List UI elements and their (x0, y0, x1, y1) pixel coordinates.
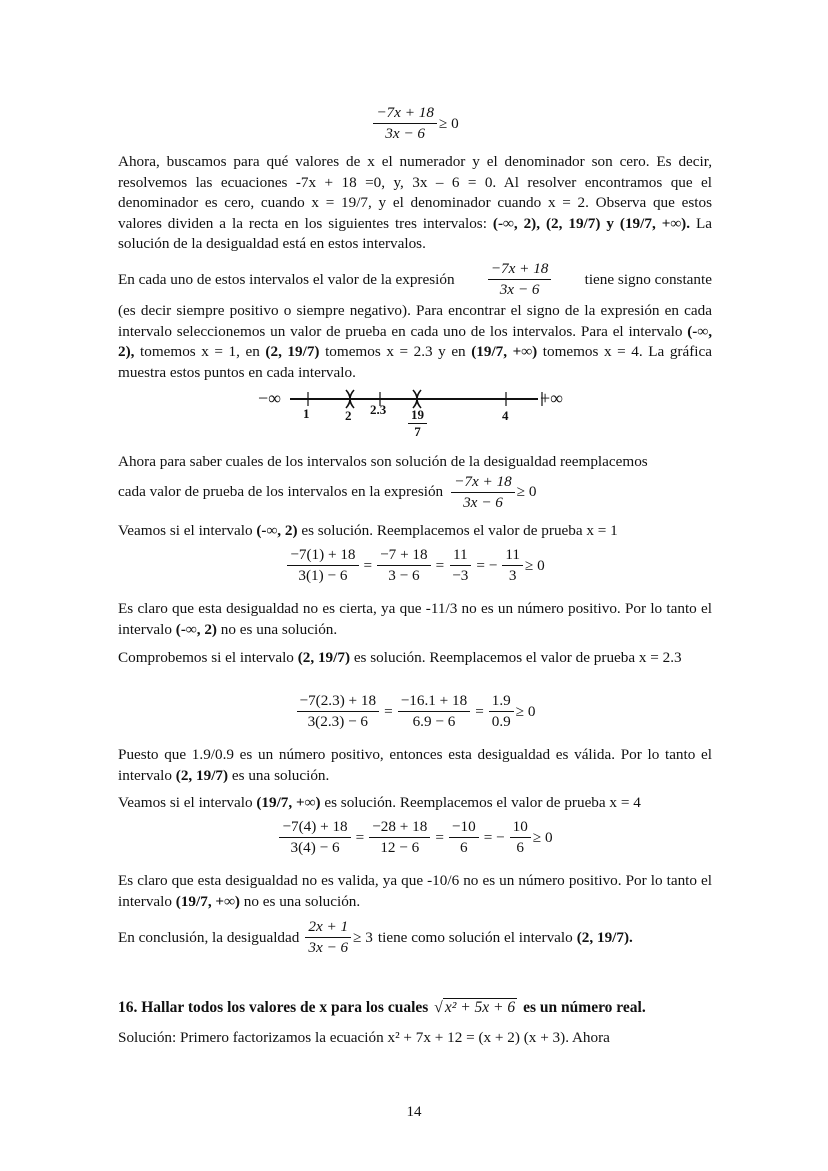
problem-16-solution: Solución: Primero factorizamos la ecuación x² + 7x + 12 = (x + 2) (x + 3). Ahora (118, 1029, 610, 1046)
test1-conclusion: Es claro que esta desigualdad no es cierta, ya que -11/3 no es un número positivo. Por lo tanto el intervalo (-∞, 2) no es una solución. (118, 600, 712, 638)
test2-conclusion: Puesto que 1.9/0.9 es un número positivo, entonces esta desigualdad es válida. Por lo tanto el intervalo (2, 19/7) es una solución. (118, 746, 712, 784)
paragraph-intervals: Ahora, buscamos para qué valores de x el numerador y el denominador son cero. Es decir, resolvemos las ecuaciones -7x + 18 =0, y, 3x – 6 = 0. Al resolver encontramos que el denominador es cero, cuando x = 19/7, y el denominador cuando x = 2. Observa que estos valores dividen a la recta en los siguientes tres intervalos: (-∞, 2), (2, 19/7) y (19/7, +∞). La solución de la desigualdad está en estos intervalos. (118, 153, 712, 252)
number-line-diagram: −∞ +∞ 1 2 2.3 $\frac{19}{7}$ 4 (258, 388, 578, 448)
fraction-19-7: $\frac{19}{7}$ (408, 408, 427, 439)
square-root: √ x² + 5x + 6 (434, 999, 516, 1016)
test3-conclusion: Es claro que esta desigualdad no es valida, ya que -10/6 no es un número positivo. Por lo tanto el intervalo (19/7, +∞) no es una solución. (118, 872, 712, 910)
test2-intro: Comprobemos si el intervalo (2, 19/7) es solución. Reemplacemos el valor de prueba x = 2.3 (118, 649, 682, 666)
problem-16-heading: 16. Hallar todos los valores de x para los cuales √ x² + 5x + 6 es un número real. (118, 999, 646, 1016)
paragraph-sign: En cada uno de estos intervalos el valor de la expresión $\frac{-7x + 18}{3x - 6}$ tiene signo constante (es decir siempre positivo o siempre negativo). Para encontrar el signo de la expresión en cada intervalo seleccionemos un valor de prueba en cada uno de los intervalos. Para el intervalo (-∞, 2), tomemos x = 1, en (2, 19/7) tomemos x = 2.3 y en (19/7, +∞) tomemos x = 4. La gráfica muestra estos puntos en cada intervalo. (118, 260, 712, 381)
test1-formula: $\frac{-7(1) + 18}{3(1) - 6}$ = $\frac{-7 + 18}{3 - 6}$ = $\frac{11}{-3}$ = − $\frac{11}{3}$ ≥ 0 (118, 546, 712, 585)
formula-top: $\frac{-7x + 18}{3x - 6}$ ≥ 0 (118, 104, 712, 143)
final-conclusion: En conclusión, la desigualdad $\frac{2x + 1}{3x - 6}$ ≥ 3 tiene como solución el intervalo (2, 19/7). (118, 918, 633, 956)
page-number: 14 (406, 1104, 422, 1120)
test2-formula: $\frac{-7(2.3) + 18}{3(2.3) - 6}$ = $\frac{-16.1 + 18}{6.9 - 6}$ = $\frac{1.9}{0.9}$ ≥ 0 (118, 692, 712, 731)
test3-formula: $\frac{-7(4) + 18}{3(4) - 6}$ = $\frac{-28 + 18}{12 - 6}$ = $\frac{-10}{6}$ = − $\frac{10}{6}$ ≥ 0 (118, 818, 712, 857)
test3-intro: Veamos si el intervalo (19/7, +∞) es solución. Reemplacemos el valor de prueba x = 4 (118, 794, 641, 811)
test1-intro: Veamos si el intervalo (-∞, 2) es solución. Reemplacemos el valor de prueba x = 1 (118, 522, 618, 539)
paragraph-replace: Ahora para saber cuales de los intervalos son solución de la desigualdad reemplacemos cada valor de prueba de los intervalos en la expresión $\frac{-7x + 18}{3x - 6}$ ≥ 0 (118, 453, 648, 511)
